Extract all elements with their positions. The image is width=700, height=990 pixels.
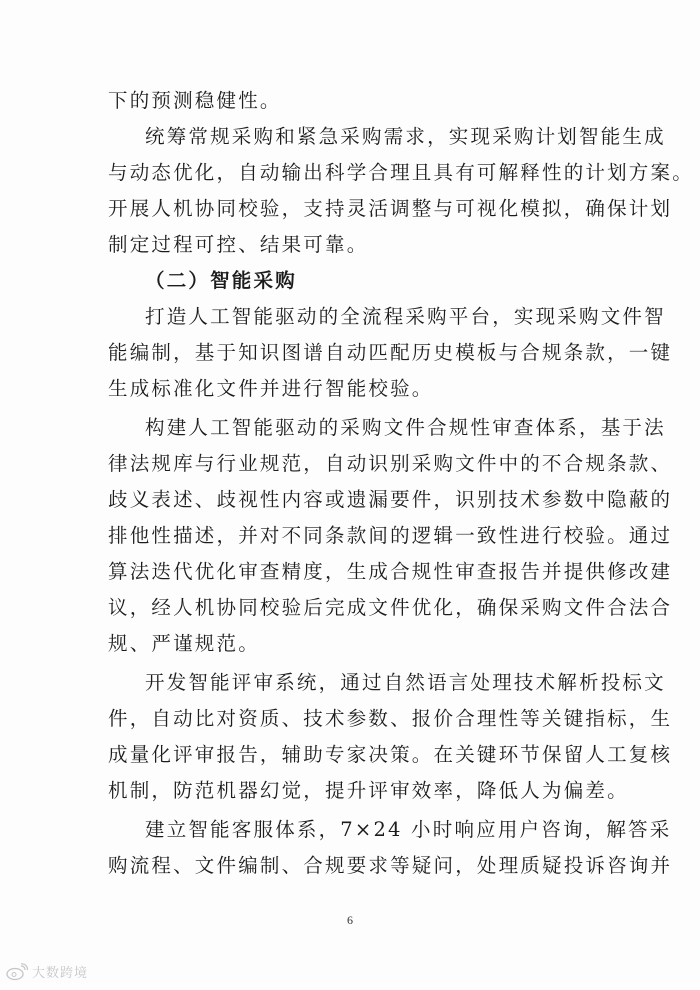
- text-line: 购流程、文件编制、合规要求等疑问，处理质疑投诉咨询并: [108, 854, 673, 877]
- watermark: [6, 962, 88, 981]
- text-line: 规、严谨规范。: [108, 632, 260, 655]
- watermark-text: 大数跨境: [32, 966, 89, 981]
- text-line: 排他性描述，并对不同条款间的逻辑一致性进行校验。通过: [108, 524, 673, 547]
- text-line: 件，自动比对资质、技术参数、报价合理性等关键指标，生: [108, 707, 673, 730]
- text-line: 开发智能评审系统，通过自然语言处理技术解析投标文: [145, 671, 666, 694]
- text-line: 机制，防范机器幻觉，提升评审效率，降低人为偏差。: [108, 779, 629, 802]
- text-line: 下的预测稳健性。: [108, 89, 282, 112]
- page-number: 6: [347, 913, 353, 927]
- text-line: 制定过程可控、结果可靠。: [108, 233, 369, 256]
- text-line: 算法迭代优化审查精度，生成合规性审查报告并提供修改建: [108, 560, 673, 583]
- text-line: 建立智能客服体系，7×24 小时响应用户咨询，解答采: [145, 818, 672, 841]
- text-line: 统筹常规采购和紧急采购需求，实现采购计划智能生成: [145, 125, 666, 148]
- text-line: 开展人机协同校验，支持灵活调整与可视化模拟，确保计划: [108, 197, 673, 220]
- text-line: 能编制，基于知识图谱自动匹配历史模板与合规条款，一键: [108, 341, 673, 364]
- text-line: 生成标准化文件并进行智能校验。: [108, 377, 434, 400]
- text-line: 与动态优化，自动输出科学合理且具有可解释性的计划方案。: [108, 161, 694, 184]
- text-line: 成量化评审报告，辅助专家决策。在关键环节保留人工复核: [108, 743, 673, 766]
- text-line: 歧义表述、歧视性内容或遗漏要件，识别技术参数中隐蔽的: [108, 488, 673, 511]
- weibo-icon: [6, 963, 28, 981]
- section-heading: （二）智能采购: [145, 269, 297, 292]
- text-line: 构建人工智能驱动的采购文件合规性审查体系，基于法: [145, 416, 666, 439]
- text-line: 议，经人机协同校验后完成文件优化，确保采购文件合法合: [108, 596, 673, 619]
- text-line: 律法规库与行业规范，自动识别采购文件中的不合规条款、: [108, 452, 673, 475]
- text-line: 打造人工智能驱动的全流程采购平台，实现采购文件智: [145, 305, 666, 328]
